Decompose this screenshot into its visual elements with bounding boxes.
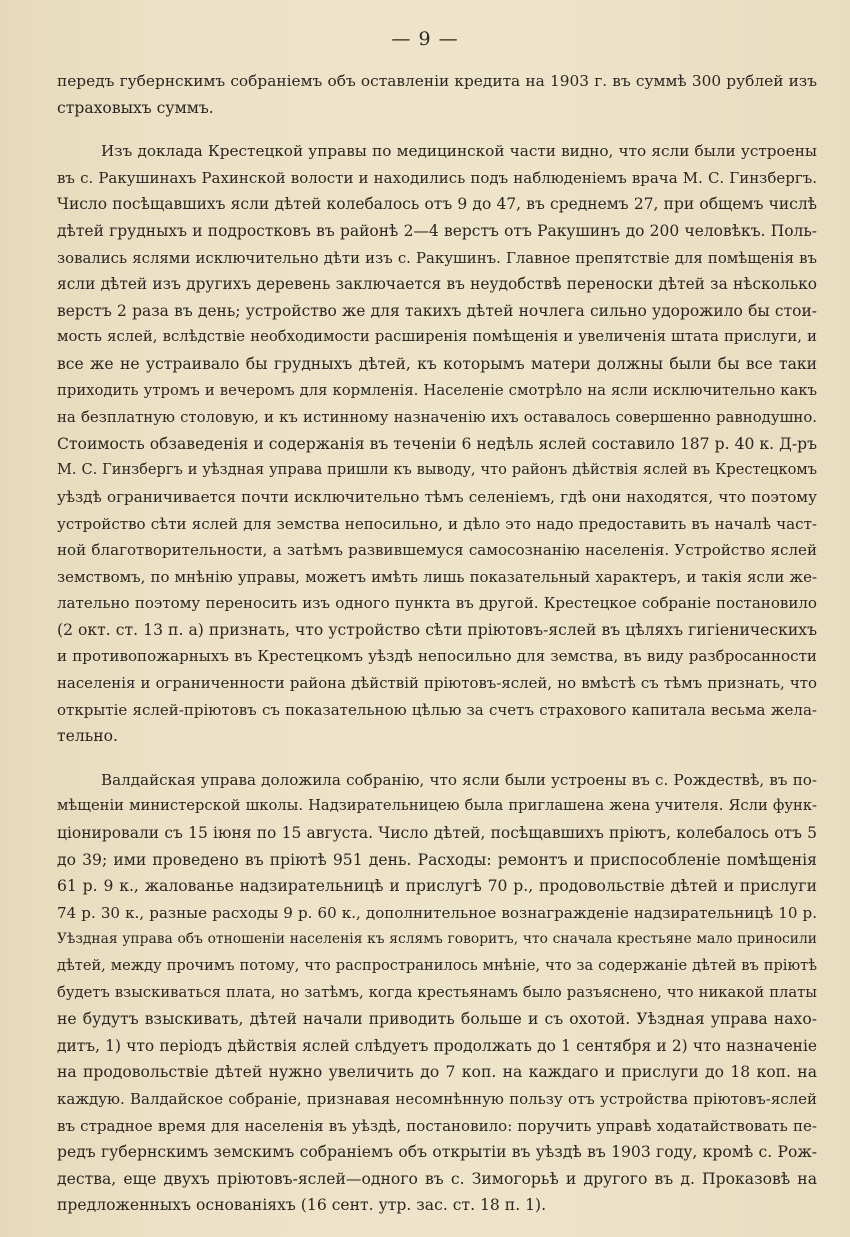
- text-line: зовались яслями исключительно дѣти изъ с. Ракушинъ. Главное препятствіе для помѣщенія въ: [57, 248, 817, 267]
- text-line: уѣздѣ ограничивается почти исключительно тѣмъ селеніемъ, гдѣ они находятся, что поэтому: [57, 487, 817, 506]
- text-line: до 39; ими проведено въ пріютѣ 951 день. Расходы: ремонтъ и приспособленіе помѣщенія: [57, 850, 817, 869]
- text-line: страховыхъ суммъ.: [57, 98, 214, 117]
- text-line: устройство сѣти яслей для земства непосильно, и дѣло это надо предоставить въ началѣ част-: [57, 514, 817, 533]
- text-line: предложенныхъ основаніяхъ (16 сент. утр. зас. ст. 18 п. 1).: [57, 1196, 547, 1215]
- text-line: въ с. Ракушинахъ Рахинской волости и находились подъ наблюденіемъ врача М. С. Гинзбергъ.: [57, 168, 817, 187]
- text-line: мость яслей, вслѣдствіе необходимости расширенія помѣщенія и увеличенія штата прислуги, и: [57, 328, 817, 346]
- text-line: редъ губернскимъ земскимъ собраніемъ объ открытіи въ уѣздѣ въ 1903 году, кромѣ с. Рож-: [57, 1143, 817, 1162]
- text-line: Стоимость обзаведенія и содержанія въ теченіи 6 недѣль яслей составило 187 р. 40 к. Д-ръ: [57, 434, 817, 453]
- text-line: передъ губернскимъ собраніемъ объ оставленіи кредита на 1903 г. въ суммѣ 300 рублей изъ: [57, 72, 817, 90]
- body-text: [57, 68, 817, 1219]
- text-line: ной благотворительности, а затѣмъ развившемуся самосознанію населенія. Устройство яслей: [57, 541, 817, 560]
- text-line: 74 р. 30 к., разные расходы 9 р. 60 к., дополнительное вознагражденіе надзирательницѣ 10 р.: [57, 903, 817, 922]
- text-line: М. С. Гинзбергъ и уѣздная управа пришли къ выводу, что районъ дѣйствія яслей въ Крестецкомъ: [57, 461, 817, 479]
- text-line: дества, еще двухъ пріютовъ-яслей—одного въ с. Зимогорьѣ и другого въ д. Проказовѣ на: [57, 1169, 817, 1188]
- paragraph-1: [57, 68, 817, 121]
- text-line: дѣтей грудныхъ и подростковъ въ районѣ 2—4 верстъ отъ Ракушинъ до 200 человѣкъ. Поль-: [57, 221, 817, 240]
- text-line: ясли дѣтей изъ другихъ деревень заключается въ неудобствѣ переноски дѣтей за нѣсколько: [57, 275, 817, 294]
- text-line: Валдайская управа доложила собранію, что ясли были устроены въ с. Рождествѣ, въ по-: [101, 770, 817, 789]
- text-line: приходить утромъ и вечеромъ для кормленія. Населеніе смотрѣло на ясли исключительно какъ: [57, 381, 817, 399]
- text-line: Изъ доклада Крестецкой управы по медицинской части видно, что ясли были устроены: [101, 142, 817, 161]
- text-line: лательно поэтому переносить изъ одного пункта въ другой. Крестецкое собраніе постановило: [57, 594, 817, 613]
- text-line: въ страдное время для населенія въ уѣздѣ, постановило: поручить управѣ ходатайствовать пе-: [57, 1116, 817, 1135]
- text-line: на безплатную столовую, и къ истинному назначенію ихъ оставалось совершенно равнодушно.: [57, 408, 817, 427]
- text-line: населенія и ограниченности района дѣйствій пріютовъ-яслей, но вмѣстѣ съ тѣмъ признать, что: [57, 674, 817, 693]
- text-line: каждую. Валдайское собраніе, признавая несомнѣнную пользу отъ устройства пріютовъ-яслей: [57, 1089, 817, 1108]
- text-line: не будутъ взыскивать, дѣтей начали приводить больше и съ охотой. Уѣздная управа нахо-: [57, 1010, 817, 1029]
- text-line: на продовольствіе дѣтей нужно увеличить до 7 коп. на каждаго и прислуги до 18 коп. на: [57, 1063, 817, 1082]
- text-line: будетъ взыскиваться плата, но затѣмъ, когда крестьянамъ было разъяснено, что никакой платы: [57, 983, 817, 1001]
- text-line: (2 окт. ст. 13 п. а) признать, что устройство сѣти пріютовъ-яслей въ цѣляхъ гигіеническихъ: [57, 620, 817, 639]
- text-line: дѣтей, между прочимъ потому, что распространилось мнѣніе, что за содержаніе дѣтей въ пріютѣ: [57, 957, 817, 974]
- text-line: все же не устраивало бы грудныхъ дѣтей, къ которымъ матери должны были бы все таки: [57, 354, 817, 373]
- paragraph-3: [57, 767, 817, 1219]
- text-line: мѣщеніи министерской школы. Надзирательницею была приглашена жена учителя. Ясли функ-: [57, 797, 817, 815]
- text-line: тельно.: [57, 727, 118, 746]
- text-line: дитъ, 1) что періодъ дѣйствія яслей слѣдуетъ продолжать до 1 сентября и 2) что назначеніе: [57, 1036, 817, 1055]
- text-line: Число посѣщавшихъ ясли дѣтей колебалось отъ 9 до 47, въ среднемъ 27, при общемъ числѣ: [57, 195, 817, 214]
- text-line: ціонировали съ 15 іюня по 15 августа. Число дѣтей, посѣщавшихъ пріютъ, колебалось отъ 5: [57, 824, 817, 843]
- text-line: верстъ 2 раза въ день; устройство же для такихъ дѣтей ночлега сильно удорожило бы стои-: [57, 301, 817, 320]
- text-line: и противопожарныхъ въ Крестецкомъ уѣздѣ непосильно для земства, въ виду разбросанности: [57, 647, 817, 666]
- text-line: 61 р. 9 к., жалованье надзирательницѣ и прислугѣ 70 р., продовольствіе дѣтей и прислуги: [57, 877, 817, 896]
- text-line: Уѣздная управа объ отношеніи населенія къ яслямъ говоритъ, что сначала крестьяне мало приносили: [57, 931, 817, 948]
- page-number: — 9 —: [391, 28, 459, 50]
- text-line: открытіе яслей-пріютовъ съ показательною цѣлью за счетъ страхового капитала весьма жела-: [57, 700, 817, 719]
- paragraph-2: [57, 138, 817, 750]
- text-line: земствомъ, по мнѣнію управы, можетъ имѣть лишь показательный характеръ, и такія ясли же-: [57, 567, 817, 586]
